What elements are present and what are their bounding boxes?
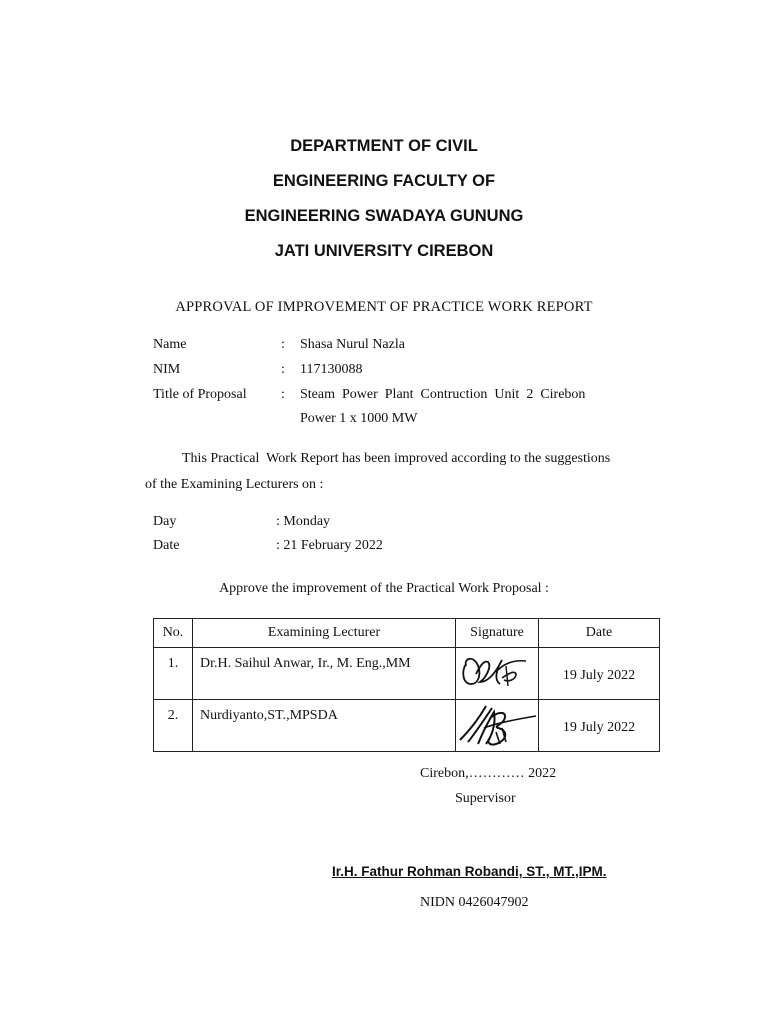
header-signature: Signature (456, 619, 539, 648)
examiners-table (153, 618, 660, 752)
supervisor-name: Ir.H. Fathur Rohman Robandi, ST., MT.,IPM. (332, 864, 607, 879)
row-number: 2. (154, 700, 193, 752)
row-number: 1. (154, 648, 193, 700)
header-examining-lecturer: Examining Lecturer (193, 619, 456, 648)
handwritten-signature-2 (456, 698, 539, 748)
title-colon: : (281, 387, 285, 402)
table-header-row (154, 619, 660, 648)
name-colon: : (281, 337, 285, 352)
title-value-line-1: Steam Power Plant Contruction Unit 2 Cirebon (300, 387, 586, 402)
department-heading-line-2: ENGINEERING FACULTY OF (272, 172, 496, 190)
day-value: : Monday (276, 514, 331, 529)
day-label: Day (153, 514, 177, 529)
header-no: No. (154, 619, 193, 648)
name-label: Name (153, 337, 187, 352)
title-label: Title of Proposal (153, 387, 247, 402)
document-subtitle: APPROVAL OF IMPROVEMENT OF PRACTICE WORK REPORT (175, 299, 593, 315)
date-value: : 21 February 2022 (276, 538, 383, 553)
supervisor-role: Supervisor (455, 791, 516, 806)
signature-date: 19 July 2022 (539, 648, 660, 700)
title-value-line-2: Power 1 x 1000 MW (300, 411, 418, 426)
department-heading-line-1: DEPARTMENT OF CIVIL (290, 137, 478, 155)
lecturer-name: Dr.H. Saihul Anwar, Ir., M. Eng.,MM (193, 648, 456, 700)
handwritten-signature-1 (456, 648, 539, 692)
signature-cell (456, 700, 539, 752)
department-heading-line-4: JATI UNIVERSITY CIREBON (274, 242, 494, 260)
table-row (154, 700, 660, 752)
nim-colon: : (281, 362, 285, 377)
nim-label: NIM (153, 362, 181, 377)
header-date: Date (539, 619, 660, 648)
table-row (154, 648, 660, 700)
department-heading-line-3: ENGINEERING SWADAYA GUNUNG (244, 207, 524, 225)
approve-statement: Approve the improvement of the Practical Work Proposal : (219, 581, 549, 596)
paragraph-line-2: of the Examining Lecturers on : (145, 477, 324, 492)
nim-value: 117130088 (300, 362, 363, 377)
signature-date: 19 July 2022 (539, 700, 660, 752)
supervisor-nidn: NIDN 0426047902 (420, 895, 529, 910)
paragraph-line-1: This Practical Work Report has been improved according to the suggestions (182, 451, 611, 466)
lecturer-name: Nurdiyanto,ST.,MPSDA (193, 700, 456, 752)
signature-cell (456, 648, 539, 700)
place-and-date: Cirebon,………… 2022 (420, 766, 557, 781)
name-value: Shasa Nurul Nazla (300, 337, 405, 352)
date-label: Date (153, 538, 180, 553)
